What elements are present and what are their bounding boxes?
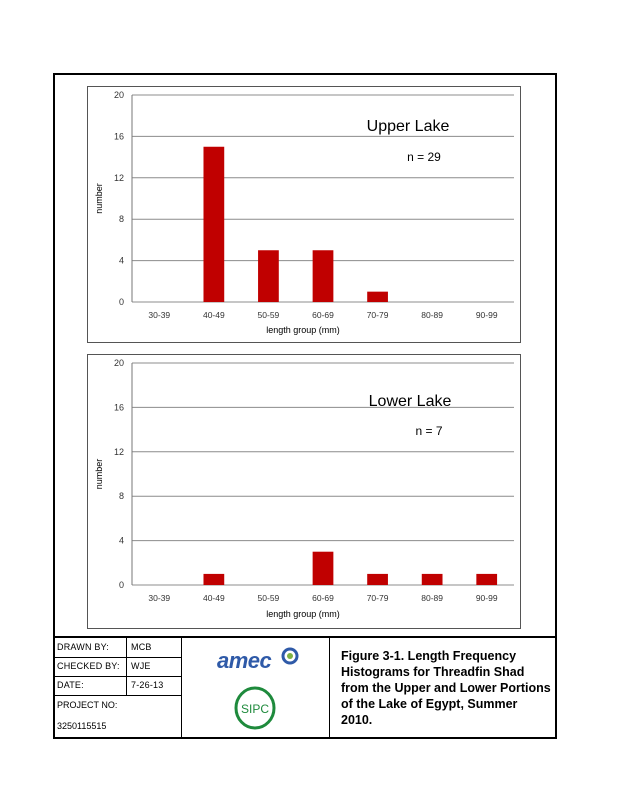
chart-upper-lake — [87, 86, 521, 343]
bar-40-49 — [203, 574, 224, 585]
bar-60-69 — [313, 552, 334, 585]
x-tick-label: 90-99 — [475, 593, 498, 603]
date-label: DATE: — [57, 680, 84, 690]
x-tick-label: 50-59 — [257, 593, 280, 603]
y-tick-label: 8 — [118, 491, 124, 502]
bar-50-59 — [258, 250, 279, 302]
y-tick-label: 4 — [118, 255, 124, 266]
y-tick-label: 16 — [113, 402, 124, 413]
chart-upper-lake-svg — [88, 87, 520, 342]
x-tick-label: 80-89 — [421, 593, 444, 603]
x-tick-label: 70-79 — [366, 310, 389, 320]
row-checked-by — [53, 657, 181, 677]
x-tick-label: 30-39 — [148, 310, 171, 320]
amec-logo: amec — [217, 648, 272, 673]
x-tick-label: 60-69 — [312, 593, 334, 603]
amec-swirl-icon — [281, 647, 299, 665]
y-tick-label: 20 — [113, 358, 124, 368]
chart-lower-lake-svg — [88, 355, 520, 628]
y-tick-label: 20 — [113, 90, 124, 100]
drawn-by-value: MCB — [131, 642, 152, 652]
checked-by-label: CHECKED BY: — [57, 661, 120, 671]
x-tick-label: 90-99 — [475, 310, 498, 320]
title-block-caption — [329, 638, 555, 739]
title-block — [53, 636, 557, 739]
x-axis-label: length group (mm) — [266, 609, 340, 619]
chart-title: Upper Lake — [366, 118, 450, 135]
y-axis-label: number — [94, 183, 104, 214]
bar-70-79 — [367, 574, 388, 585]
x-tick-label: 30-39 — [148, 593, 171, 603]
date-value: 7-26-13 — [131, 680, 164, 690]
checked-by-value: WJE — [131, 661, 151, 671]
row-drawn-by — [53, 638, 181, 658]
bar-90-99 — [476, 574, 497, 585]
bar-80-89 — [422, 574, 443, 585]
y-tick-label: 0 — [118, 297, 124, 307]
bar-60-69 — [313, 250, 334, 302]
project-no-label: PROJECT NO: — [57, 700, 118, 710]
chart-title: Lower Lake — [368, 393, 452, 410]
y-tick-label: 16 — [113, 131, 124, 142]
bar-40-49 — [203, 147, 224, 302]
x-tick-label: 70-79 — [366, 593, 389, 603]
y-tick-label: 8 — [118, 214, 124, 225]
title-block-logos — [181, 638, 330, 739]
y-axis-label: number — [94, 458, 104, 490]
chart-subtitle: n = 29 — [407, 150, 441, 164]
y-tick-label: 0 — [118, 580, 124, 590]
title-block-info — [53, 638, 182, 739]
x-tick-label: 60-69 — [312, 310, 334, 320]
project-number: 3250115515 — [57, 721, 107, 731]
y-tick-label: 12 — [113, 446, 124, 457]
chart-subtitle: n = 7 — [415, 424, 443, 438]
x-tick-label: 40-49 — [202, 593, 225, 603]
y-tick-label: 12 — [113, 172, 124, 183]
x-tick-label: 40-49 — [202, 310, 225, 320]
sipc-seal-text: SIPC — [240, 702, 270, 716]
chart-lower-lake — [87, 354, 521, 629]
x-axis-label: length group (mm) — [266, 325, 340, 335]
figure-title: Figure 3-1. Length Frequency Histograms for Threadfin Shad from the Upper and Lower Portions of the Lake of Egypt, Summer 2010. — [341, 649, 551, 727]
drawn-by-label: DRAWN BY: — [57, 642, 109, 652]
bar-70-79 — [367, 292, 388, 302]
y-tick-label: 4 — [118, 535, 124, 546]
sipc-seal-icon — [233, 686, 277, 730]
x-tick-label: 50-59 — [257, 310, 280, 320]
x-tick-label: 80-89 — [421, 310, 444, 320]
row-date — [53, 676, 181, 696]
